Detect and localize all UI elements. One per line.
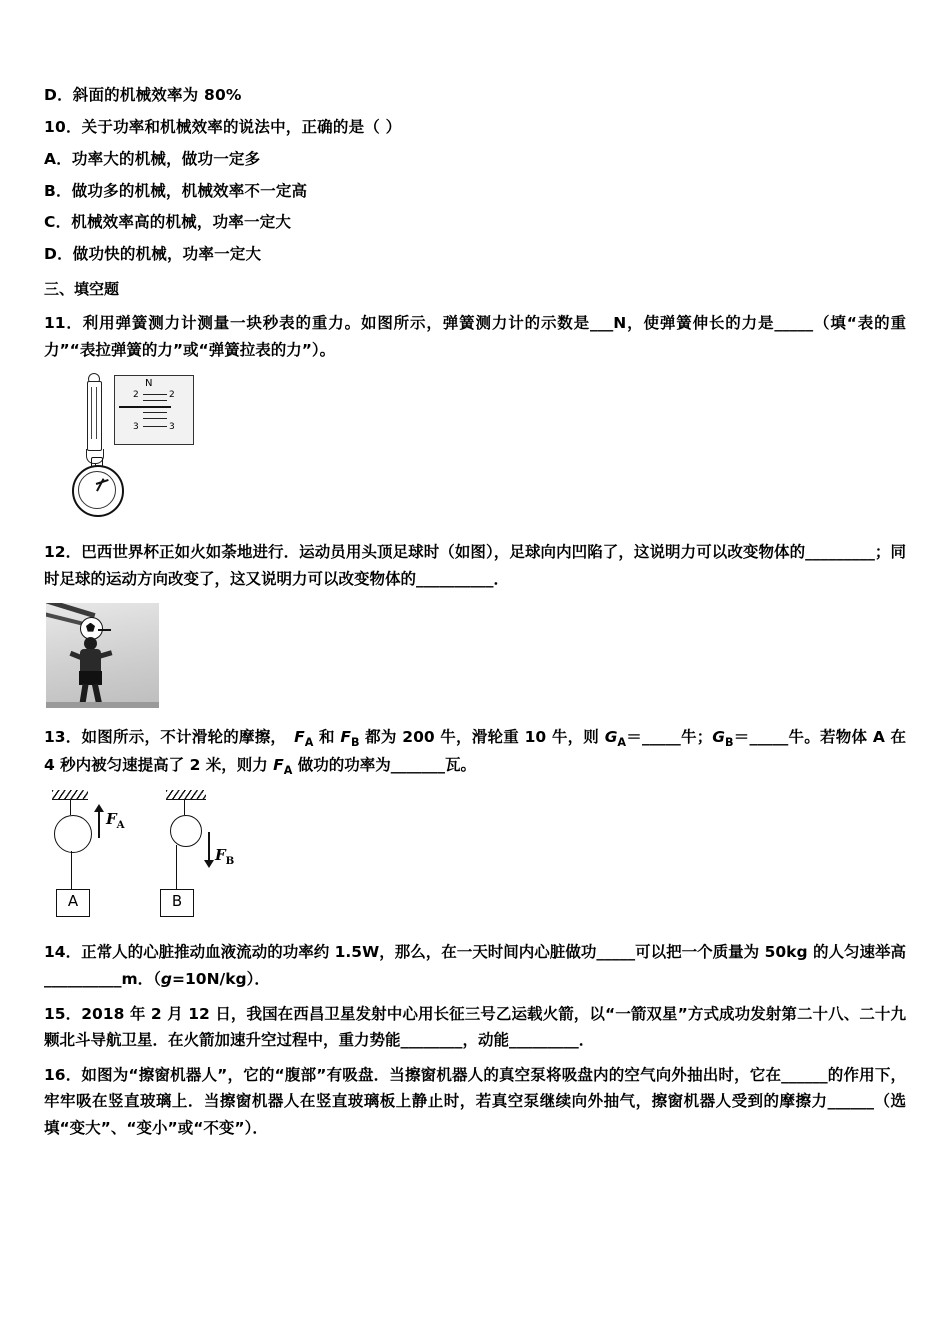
ceiling-hatch-right xyxy=(166,790,206,800)
player-head xyxy=(84,637,97,650)
option-9d: D．斜面的机械效率为 80% xyxy=(44,86,242,104)
force-a-arrow xyxy=(98,810,100,838)
impact-lines xyxy=(98,623,114,637)
scale-right-tick-3: 3 xyxy=(169,422,175,433)
block-b: B xyxy=(160,889,194,917)
question-10: 10．关于功率和机械效率的说法中，正确的是（ ） xyxy=(44,117,402,136)
scale-pointer xyxy=(119,406,171,408)
section-heading-fill-in-blank: 三、填空题 xyxy=(44,280,120,298)
force-a-label: $F_A$ xyxy=(106,810,125,832)
player-torso xyxy=(80,649,101,673)
scale-left-tick-3: 3 xyxy=(133,422,139,433)
left-pulley-support xyxy=(70,799,71,815)
scale-zoom-callout xyxy=(114,375,194,445)
scale-unit-label: N xyxy=(145,378,153,390)
spring-scale-inner xyxy=(91,387,97,439)
question-16-text: 16．如图为“擦窗机器人”，它的“腹部”有吸盘．当擦窗机器人的真空泵将吸盘内的空气向外抽出时，它在______的作用下，牢牢吸在竖直玻璃上．当擦窗机器人在竖直玻璃板上静止时，若真空泵继续向外抽气，擦窗机器人受到的摩擦力______（选填“变大”、“变小”或“不变”）． xyxy=(44,1065,906,1138)
left-pulley xyxy=(54,815,92,853)
force-b-label: $F_B$ xyxy=(215,846,235,868)
question-11-text: 11．利用弹簧测力计测量一块秒表的重力。如图所示，弹簧测力计的示数是___N，使弹簧伸长的力是_____（填“表的重力”“表拉弹簧的力”或“弹簧拉表的力”）。 xyxy=(44,314,906,359)
scale-ticks xyxy=(133,392,175,436)
left-rope xyxy=(71,851,72,889)
question-11-figure xyxy=(44,373,906,523)
scale-right-tick-2: 2 xyxy=(169,390,175,401)
ground-line xyxy=(46,702,159,708)
question-12-text: 12．巴西世界杯正如火如荼地进行．运动员用头顶足球时（如图），足球向内凹陷了，这说明力可以改变物体的_________；同时足球的运动方向改变了，这又说明力可以改变物体的__________． xyxy=(44,543,906,588)
block-a: A xyxy=(56,889,90,917)
force-b-arrow xyxy=(208,832,210,862)
pulley-system-figure xyxy=(48,790,368,925)
question-15-text: 15．2018 年 2 月 12 日，我国在西昌卫星发射中心用长征三号乙运载火箭，以“一箭双星”方式成功发射第二十八、二十九颗北斗导航卫星．在火箭加速升空过程中，重力势能________，动能_________． xyxy=(44,1004,906,1050)
question-12-figure xyxy=(44,603,906,708)
header-soccer-photo xyxy=(46,603,159,708)
option-10d: D．做功快的机械，功率一定大 xyxy=(44,244,262,263)
question-13-figure xyxy=(44,790,906,925)
option-10b: B．做功多的机械，机械效率不一定高 xyxy=(44,181,308,200)
option-10a: A．功率大的机械，做功一定多 xyxy=(44,150,261,168)
spring-scale-stopwatch-figure xyxy=(62,373,262,523)
document-content xyxy=(44,88,906,1148)
scale-left-tick-2: 2 xyxy=(133,390,139,401)
right-pulley xyxy=(170,815,202,847)
question-14-text: 14．正常人的心脏推动血液流动的功率约 1.5W，那么，在一天时间内心脏做功_____可以把一个质量为 50kg 的人匀速举高__________m．（g=10N/kg）． xyxy=(44,943,906,988)
right-rope xyxy=(176,845,177,889)
option-10c: C．机械效率高的机械，功率一定大 xyxy=(44,213,292,231)
player-shorts xyxy=(79,671,102,685)
right-pulley-support xyxy=(184,799,185,815)
question-13-text: 13．如图所示，不计滑轮的摩擦， $F_A$ 和 $F_B$ 都为 200 牛，滑轮重 10 牛，则 $G_A=\_\_\_\_\_$牛；$G_B=\_\_\_\_\_$牛。若物体 A 在 4 秒内被匀速提高了 2 米，则力 $F_A$ 做功的功率为_______瓦。 xyxy=(44,727,906,777)
